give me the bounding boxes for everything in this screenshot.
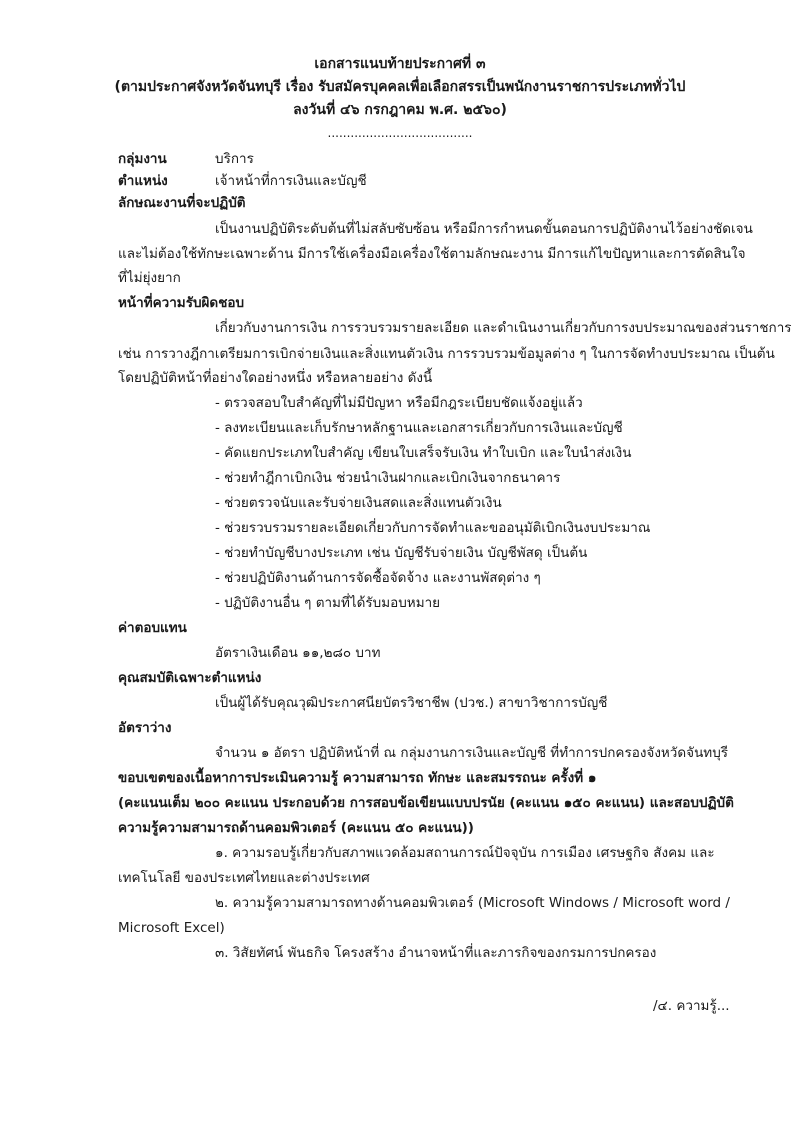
header-date: ลงวันที่ ๔๖ กรกฎาคม พ.ศ. ๒๕๖๐) (293, 102, 507, 118)
duty-item: - ช่วยทำบัญชีบางประเภท เช่น บัญชีรับจ่ายเงิน บัญชีพัสดุ เป็นต้น (215, 545, 588, 561)
exam-topic: เทคโนโลยี ของประเทศไทยและต่างประเทศ (118, 870, 370, 886)
job-nature-line: ที่ไม่ยุ่งยาก (118, 270, 181, 286)
position-value: เจ้าหน้าที่การเงินและบัญชี (215, 173, 367, 189)
exam-scope-line: ความรู้ความสามารถด้านคอมพิวเตอร์ (คะแนน ๕๐ คะแนน)) (118, 820, 474, 836)
compensation-heading: ค่าตอบแทน (118, 620, 187, 636)
group-label: กลุ่มงาน (118, 151, 167, 167)
qualification-value: เป็นผู้ได้รับคุณวุฒิประกาศนียบัตรวิชาชีพ (ปวช.) สาขาวิชาการบัญชี (215, 695, 608, 711)
duty-item: - ช่วยตรวจนับและรับจ่ายเงินสดและสิ่งแทนตัวเงิน (215, 495, 502, 511)
exam-topic: ๑. ความรอบรู้เกี่ยวกับสภาพแวดล้อมสถานการณ์ปัจจุบัน การเมือง เศรษฐกิจ สังคม และ (215, 845, 715, 861)
exam-scope-line: (คะแนนเต็ม ๒๐๐ คะแนน ประกอบด้วย การสอบข้อเขียนแบบปรนัย (คะแนน ๑๕๐ คะแนน) และสอบปฏิบัติ (118, 795, 734, 811)
header-subtitle: (ตามประกาศจังหวัดจันทบุรี เรื่อง รับสมัครบุคคลเพื่อเลือกสรรเป็นพนักงานราชการประเภททั่วไป (114, 79, 686, 95)
document-header (0, 53, 800, 122)
exam-topic: ๒. ความรู้ความสามารถทางด้านคอมพิวเตอร์ (Microsoft Windows / Microsoft word / (215, 895, 730, 911)
vacancy-line: จำนวน ๑ อัตรา ปฏิบัติหน้าที่ ณ กลุ่มงานการเงินและบัญชี ที่ทำการปกครองจังหวัดจันทบุรี (215, 745, 729, 761)
position-label: ตำแหน่ง (118, 173, 168, 189)
exam-topic: Microsoft Excel) (118, 920, 225, 936)
duty-item: - ปฏิบัติงานอื่น ๆ ตามที่ได้รับมอบหมาย (215, 595, 441, 611)
group-value: บริการ (215, 151, 254, 167)
vacancy-heading: อัตราว่าง (118, 720, 172, 736)
duty-item: - คัดแยกประเภทใบสำคัญ เขียนใบเสร็จรับเงิน ทำใบเบิก และใบนำส่งเงิน (215, 445, 632, 461)
duty-item: - ช่วยรวบรวมรายละเอียดเกี่ยวกับการจัดทำและขออนุมัติเบิกเงินงบประมาณ (215, 520, 651, 536)
header-divider: ...................................... (327, 126, 473, 140)
duty-item: - ช่วยทำฎีกาเบิกเงิน ช่วยนำเงินฝากและเบิกเงินจากธนาคาร (215, 470, 561, 486)
header-title: เอกสารแนบท้ายประกาศที่ ๓ (314, 56, 486, 72)
duties-heading: หน้าที่ความรับผิดชอบ (118, 295, 245, 311)
duty-item: - ลงทะเบียนและเก็บรักษาหลักฐานและเอกสารเกี่ยวกับการเงินและบัญชี (215, 420, 623, 436)
duty-item: - ตรวจสอบใบสำคัญที่ไม่มีปัญหา หรือมีกฎระเบียบชัดแจ้งอยู่แล้ว (215, 395, 583, 411)
page-continuation: /๔. ความรู้... (653, 998, 730, 1014)
duties-intro-line: เช่น การวางฎีกาเตรียมการเบิกจ่ายเงินและสิ่งแทนตัวเงิน การรวบรวมข้อมูลต่าง ๆ ในการจัดทำงบประมาณ เป็นต้น (118, 346, 775, 362)
job-nature-line: และไม่ต้องใช้ทักษะเฉพาะด้าน มีการใช้เครื่องมือเครื่องใช้ตามลักษณะงาน มีการแก้ไขปัญหาและการตัดสินใจ (118, 246, 746, 262)
job-nature-line: เป็นงานปฏิบัติระดับต้นที่ไม่สลับซับซ้อน หรือมีการกำหนดขั้นตอนการปฏิบัติงานไว้อย่างชัดเจน (215, 221, 753, 237)
duties-intro-line: โดยปฏิบัติหน้าที่อย่างใดอย่างหนึ่ง หรือหลายอย่าง ดังนี้ (118, 370, 433, 386)
compensation-value: อัตราเงินเดือน ๑๑,๒๘๐ บาท (215, 645, 381, 661)
qualification-heading: คุณสมบัติเฉพาะตำแหน่ง (118, 670, 262, 686)
exam-topic: ๓. วิสัยทัศน์ พันธกิจ โครงสร้าง อำนาจหน้าที่และภารกิจของกรมการปกครอง (215, 945, 657, 961)
duty-item: - ช่วยปฏิบัติงานด้านการจัดซื้อจัดจ้าง และงานพัสดุต่าง ๆ (215, 570, 541, 586)
duties-intro-line: เกี่ยวกับงานการเงิน การรวบรวมรายละเอียด และดำเนินงานเกี่ยวกับการงบประมาณของส่วนราชการ (215, 320, 792, 336)
exam-scope-line: ขอบเขตของเนื้อหาการประเมินความรู้ ความสามารถ ทักษะ และสมรรถนะ ครั้งที่ ๑ (118, 770, 597, 786)
job-nature-heading: ลักษณะงานที่จะปฏิบัติ (118, 195, 246, 211)
